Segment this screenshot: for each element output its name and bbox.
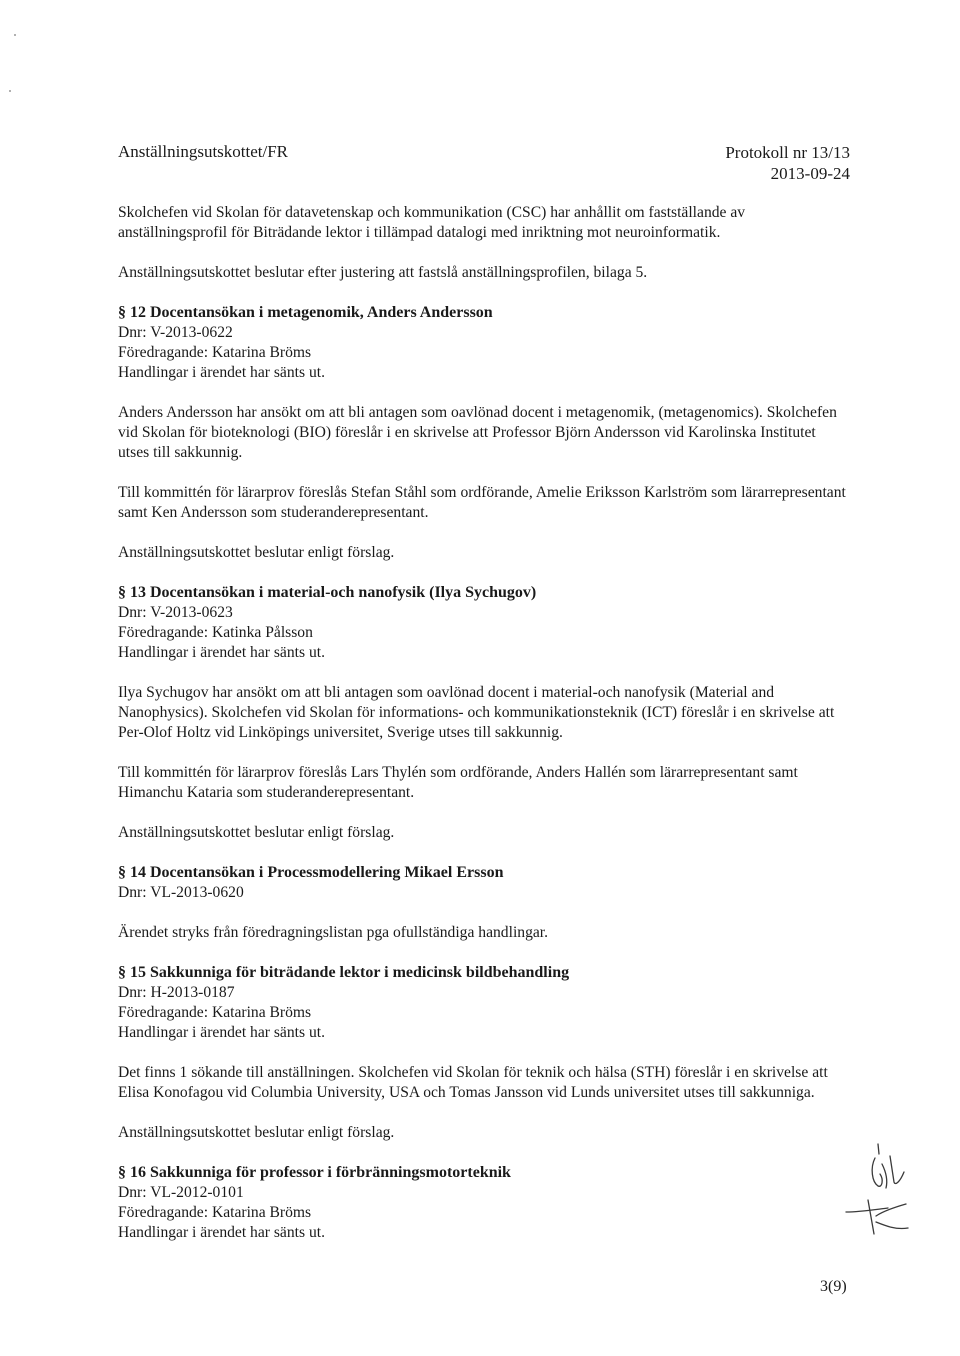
documents-note: Handlingar i ärendet har sänts ut.	[118, 1024, 325, 1041]
case-number: Dnr: VL-2012-0101	[118, 1184, 244, 1201]
section-title: § 16 Sakkunniga för professor i förbränningsmotorteknik	[118, 1164, 511, 1181]
section-13-committee: Till kommittén för lärarprov föreslås Lars Thylén som ordförande, Anders Hallén som lärarrepresentant samt Himanchu Kataria som studeranderepresentant.	[118, 764, 798, 801]
case-number: Dnr: H-2013-0187	[118, 984, 235, 1001]
scan-speck	[14, 34, 16, 36]
documents-note: Handlingar i ärendet har sänts ut.	[118, 364, 325, 381]
page-number: 3(9)	[820, 1278, 847, 1295]
section-13-paragraph: Ilya Sychugov har ansökt om att bli antagen som oavlönad docent i material-och nanofysik (Material and Nanophysics). Skolchefen vid Skolan för informations- och kommunikationsteknik (ICT) föreslår i en skrivelse att Per-Olof Holtz vid Linköpings universitet, Sverige utses till sakkunnig.	[118, 684, 835, 741]
case-number: Dnr: V-2013-0622	[118, 324, 233, 341]
section-title: § 13 Docentansökan i material-och nanofysik (Ilya Sychugov)	[118, 584, 537, 601]
committee-name: Anställningsutskottet/FR	[118, 142, 289, 161]
section-title: § 15 Sakkunniga för biträdande lektor i medicinsk bildbehandling	[118, 964, 570, 981]
signature-initials-icon	[842, 1142, 912, 1242]
presenter: Föredragande: Katarina Bröms	[118, 344, 312, 361]
documents-note: Handlingar i ärendet har sänts ut.	[118, 1224, 325, 1241]
section-15-paragraph: Det finns 1 sökande till anställningen. Skolchefen vid Skolan för teknik och hälsa (STH) föreslår i en skrivelse att Elisa Konofagou vid Columbia University, USA och Tomas Jansson vid Lunds universitet utses till sakkunniga.	[118, 1064, 828, 1101]
document-body	[118, 203, 846, 1263]
section-12-paragraph: Anders Andersson har ansökt om att bli antagen som oavlönad docent i metagenomik, (metagenomics). Skolchefen vid Skolan för bioteknologi (BIO) föreslår i en skrivelse att Professor Björn Andersson vid Karolinska Institutet utses till sakkunnig.	[118, 404, 837, 461]
section-14-paragraph: Ärendet stryks från föredragningslistan pga ofullständiga handlingar.	[118, 924, 549, 941]
section-16	[118, 1163, 846, 1243]
protocol-header	[725, 142, 850, 184]
section-12-decision: Anställningsutskottet beslutar enligt förslag.	[118, 544, 395, 561]
section-12	[118, 303, 846, 383]
section-13	[118, 583, 846, 663]
intro-decision: Anställningsutskottet beslutar efter justering att fastslå anställningsprofilen, bilaga 5.	[118, 264, 648, 281]
scan-speck	[9, 90, 11, 92]
presenter: Föredragande: Katarina Bröms	[118, 1004, 312, 1021]
case-number: Dnr: VL-2013-0620	[118, 884, 244, 901]
intro-paragraph: Skolchefen vid Skolan för datavetenskap och kommunikation (CSC) har anhållit om fastställande av anställningsprofil för Biträdande lektor i tillämpad datalogi med inriktning mot neuroinformatik.	[118, 204, 746, 241]
section-15-decision: Anställningsutskottet beslutar enligt förslag.	[118, 1124, 395, 1141]
section-12-committee: Till kommittén för lärarprov föreslås Stefan Ståhl som ordförande, Amelie Eriksson Karlström som lärarrepresentant samt Ken Andersson som studeranderepresentant.	[118, 484, 846, 521]
documents-note: Handlingar i ärendet har sänts ut.	[118, 644, 325, 661]
section-14	[118, 863, 846, 903]
protocol-number: Protokoll nr 13/13	[725, 143, 850, 162]
section-13-decision: Anställningsutskottet beslutar enligt förslag.	[118, 824, 395, 841]
section-15	[118, 963, 846, 1043]
section-title: § 12 Docentansökan i metagenomik, Anders Andersson	[118, 304, 493, 321]
presenter: Föredragande: Katinka Pålsson	[118, 624, 313, 641]
section-title: § 14 Docentansökan i Processmodellering Mikael Ersson	[118, 864, 504, 881]
presenter: Föredragande: Katarina Bröms	[118, 1204, 312, 1221]
protocol-date: 2013-09-24	[770, 164, 850, 183]
case-number: Dnr: V-2013-0623	[118, 604, 233, 621]
